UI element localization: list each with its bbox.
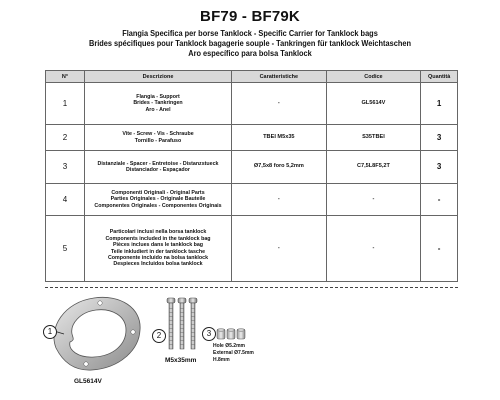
callout-1: 1 — [43, 325, 57, 339]
row-description — [84, 83, 231, 125]
row-description — [84, 125, 231, 151]
row-description — [84, 216, 231, 282]
row-qty: 3 — [421, 151, 458, 184]
row-num: 1 — [46, 83, 85, 125]
header-code: Codice — [326, 71, 421, 83]
description-line: Pièces inclues dans le tanklock bag — [112, 242, 204, 249]
spacer-external-spec: External Ø7.5mm — [213, 350, 254, 356]
callout-3: 3 — [202, 327, 216, 341]
row-specs: - — [232, 83, 327, 125]
subtitle-fr-de: Brides spécifiques pour Tanklock bagagerie souple - Tankringen für tanklock Weichtaschen — [89, 38, 411, 48]
row-qty: 3 — [421, 125, 458, 151]
row-qty: - — [421, 184, 458, 216]
row-num: 2 — [46, 125, 85, 151]
spacer-hole-spec: Hole Ø5.2mm — [213, 343, 245, 349]
description-line: Aro - Anel — [145, 106, 171, 113]
parts-table — [45, 70, 458, 282]
document-title: BF79 - BF79K — [200, 8, 300, 25]
row-code: C7,5L8F5,2T — [326, 151, 421, 184]
callout-2: 2 — [152, 329, 166, 343]
row-description — [84, 151, 231, 184]
header-description: Descrizione — [84, 71, 231, 83]
description-line: Componente incluido na bolsa tanklock — [107, 254, 209, 261]
row-specs: - — [232, 216, 327, 282]
row-qty: - — [421, 216, 458, 282]
row-num: 3 — [46, 151, 85, 184]
table-header-row — [46, 71, 458, 83]
table-row — [46, 125, 458, 151]
row-code: S35TBEI — [326, 125, 421, 151]
description-line: Teile inkludiert in der tanklock tasche — [110, 248, 206, 255]
description-line: Tornillo - Parafuso — [134, 137, 182, 144]
description-line: Particolari inclusi nella borsa tanklock — [109, 229, 207, 236]
table-row — [46, 83, 458, 125]
row-code: - — [326, 216, 421, 282]
description-line: Despieces Incluidos bolsa tanklock — [113, 261, 203, 268]
description-line: Flangia - Support — [136, 93, 180, 100]
row-description — [84, 184, 231, 216]
row-num: 5 — [46, 216, 85, 282]
description-line: Componenti Originali - Original Parts — [111, 189, 205, 196]
description-line: Brides - Tankringen — [133, 100, 183, 107]
row-num: 4 — [46, 184, 85, 216]
flange-illustration — [42, 290, 150, 376]
table-row — [46, 184, 458, 216]
description-line: Components included in the tanklock bag — [105, 235, 211, 242]
description-line: Distanciador - Espaçador — [126, 167, 190, 173]
row-specs: TBEI M5x35 — [232, 125, 327, 151]
description-line: Distanziale - Spacer - Entretoise - Distanzstueck — [97, 160, 219, 167]
row-qty: 1 — [421, 83, 458, 125]
table-row — [46, 216, 458, 282]
subtitle-it-en: Flangia Specifica per borse Tanklock - Specific Carrier for Tanklock bags — [122, 28, 378, 38]
description-line: Componentes Originales - Componentes Originais — [94, 202, 222, 209]
screws-illustration — [165, 296, 199, 354]
screw-size-label: M5x35mm — [165, 357, 197, 364]
section-divider — [45, 287, 458, 288]
flange-code-label: GL5614V — [74, 378, 102, 385]
row-code: - — [326, 184, 421, 216]
description-line: Vite - Screw - Vis - Schraube — [122, 131, 194, 138]
header-specs: Caratteristiche — [232, 71, 327, 83]
row-specs: - — [232, 184, 327, 216]
spacer-height-spec: H.8mm — [213, 357, 230, 363]
header-num: N° — [46, 71, 85, 83]
spacers-illustration — [216, 327, 246, 341]
subtitle-es: Aro específico para bolsa Tanklock — [188, 48, 312, 58]
row-specs: Ø7,5x8 foro 5,2mm — [232, 151, 327, 184]
description-line: Parties Originales - Originale Bauteile — [110, 196, 206, 203]
header-qty: Quantità — [421, 71, 458, 83]
table-row — [46, 151, 458, 184]
row-code: GL5614V — [326, 83, 421, 125]
